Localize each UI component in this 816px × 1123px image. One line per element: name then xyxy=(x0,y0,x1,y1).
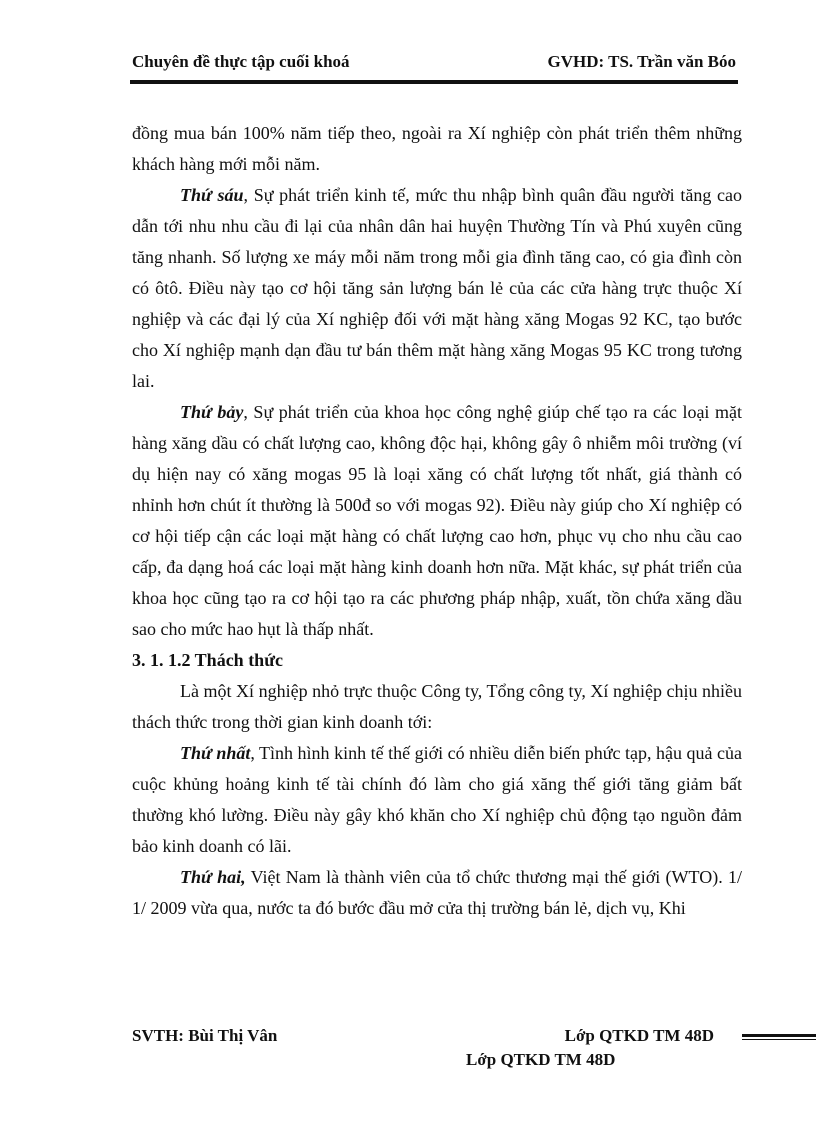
paragraph-thu-bay xyxy=(132,397,742,645)
paragraph-text: , Sự phát triển kinh tế, mức thu nhập bình quân đầu người tăng cao dẫn tới nhu nhu cầu đi lại của nhân dân hai huyện Thường Tín và Phú xuyên cũng tăng nhanh. Số lượng xe máy mỗi năm trong mỗi gia đình tăng cao, có gia đình còn có ôtô. Điều này tạo cơ hội tăng sản lượng bán lẻ của các cửa hàng trực thuộc Xí nghiệp và các đại lý của Xí nghiệp đối với mặt hàng xăng Mogas 92 KC, tạo bước cho Xí nghiệp mạnh dạn đầu tư bán thêm mặt hàng xăng Mogas 95 KC trong tương lai. xyxy=(132,185,742,391)
paragraph-thu-sau xyxy=(132,180,742,397)
footer-rule-thin xyxy=(742,1039,816,1040)
paragraph-lead: Thứ bảy xyxy=(180,402,244,422)
page-footer xyxy=(132,1026,736,1046)
footer-class-repeat: Lớp QTKD TM 48D xyxy=(466,1050,616,1069)
document-body xyxy=(132,118,742,924)
paragraph-continuation: đồng mua bán 100% năm tiếp theo, ngoài ra Xí nghiệp còn phát triển thêm những khách hàng mới mỗi năm. xyxy=(132,123,742,174)
footer-class: Lớp QTKD TM 48D xyxy=(564,1026,714,1045)
paragraph-thu-nhat xyxy=(132,738,742,862)
paragraph-text: , Tình hình kinh tế thế giới có nhiều diễn biến phức tạp, hậu quả của cuộc khủng hoảng kinh tế tài chính đó làm cho giá xăng thế giới tăng giảm bất thường khó lường. Điều này gây khó khăn cho Xí nghiệp chủ động tạo nguồn đảm bảo kinh doanh có lãi. xyxy=(132,743,743,856)
header-title: Chuyên đề thực tập cuối khoá xyxy=(132,52,350,71)
footer-student: SVTH: Bùi Thị Vân xyxy=(132,1026,278,1045)
header-divider xyxy=(130,80,738,84)
section-heading: 3. 1. 1.2 Thách thức xyxy=(132,650,283,670)
header-advisor: GVHD: TS. Trần văn Bóo xyxy=(547,52,736,71)
paragraph-lead: Thứ nhất xyxy=(180,743,251,763)
footer-rule-thick xyxy=(742,1034,816,1037)
paragraph-lead: Thứ sáu xyxy=(180,185,244,205)
page-header xyxy=(132,52,736,72)
footer-rule xyxy=(742,1034,816,1040)
paragraph-text: , Sự phát triển của khoa học công nghệ giúp chế tạo ra các loại mặt hàng xăng dầu có chất lượng cao, không độc hại, không gây ô nhiễm môi trường (ví dụ hiện nay có xăng mogas 95 là loại xăng có chất lượng tốt nhất, giá thành có nhỉnh hơn chút ít thường là 500đ so với mogas 92). Điều này giúp cho Xí nghiệp có cơ hội tiếp cận các loại mặt hàng có chất lượng cao hơn, phục vụ cho nhu cầu cao cấp, đa dạng hoá các loại mặt hàng kinh doanh hơn nữa. Mặt khác, sự phát triển của khoa học cũng tạo ra cơ hội tạo ra các phương pháp nhập, xuất, tồn chứa xăng dầu sao cho mức hao hụt là thấp nhất. xyxy=(132,402,742,639)
paragraph-text: Việt Nam là thành viên của tổ chức thương mại thế giới (WTO). 1/ 1/ 2009 vừa qua, nước ta đó bước đầu mở cửa thị trường bán lẻ, dịch vụ, Khi xyxy=(132,867,742,918)
paragraph-lead: Thứ hai, xyxy=(180,867,246,887)
paragraph-intro: Là một Xí nghiệp nhỏ trực thuộc Công ty, Tổng công ty, Xí nghiệp chịu nhiều thách thức trong thời gian kinh doanh tới: xyxy=(132,681,742,732)
paragraph-thu-hai xyxy=(132,862,742,924)
